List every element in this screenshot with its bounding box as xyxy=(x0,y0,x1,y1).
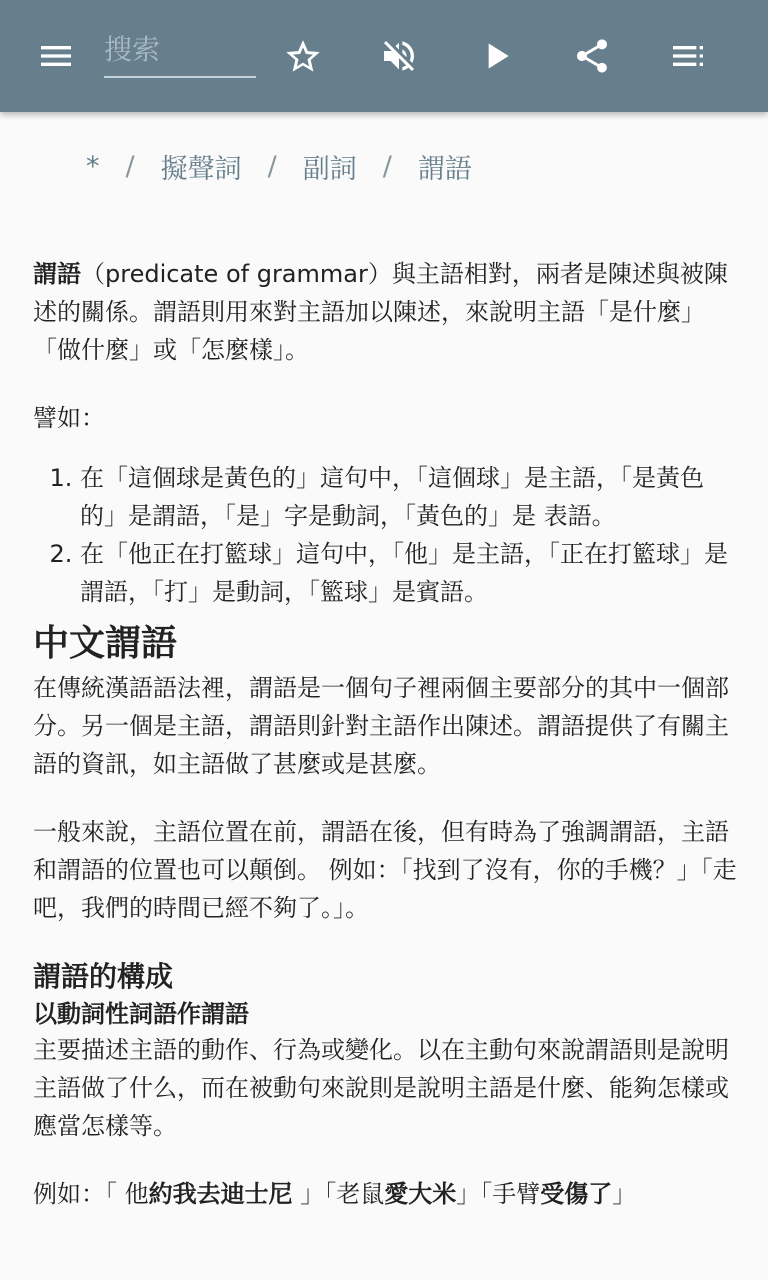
search-input[interactable] xyxy=(104,22,256,78)
section-paragraph: 一般來說，主語位置在前，謂語在後，但有時為了強調謂語，主語和謂語的位置也可以顛倒。 例如：「找到了沒有，你的手機？」「走吧，我們的時間已經不夠了。」。 xyxy=(33,818,737,922)
example-list xyxy=(33,459,738,611)
examples-line xyxy=(33,1175,738,1213)
play-button[interactable] xyxy=(465,24,529,88)
example-predicate: 受傷了 xyxy=(540,1180,613,1208)
example-text: 」 xyxy=(292,1180,325,1208)
breadcrumb-separator: / xyxy=(125,150,135,182)
breadcrumb xyxy=(0,140,768,192)
play-icon xyxy=(477,36,517,76)
search-box[interactable] xyxy=(104,22,256,82)
example-text: 」 xyxy=(456,1180,481,1208)
list-icon xyxy=(668,36,708,76)
breadcrumb-item[interactable]: 擬聲詞 xyxy=(160,153,242,185)
star-outline-icon xyxy=(283,36,323,76)
example-label: 譬如： xyxy=(33,404,105,432)
breadcrumb-item[interactable]: 副詞 xyxy=(302,153,357,185)
mute-button[interactable] xyxy=(367,24,431,88)
example-predicate: 愛大米 xyxy=(384,1180,457,1208)
bookmark-button[interactable] xyxy=(271,24,335,88)
app-toolbar xyxy=(0,0,768,112)
example-text: 」 xyxy=(612,1180,637,1208)
subsection-heading: 謂語的構成 xyxy=(33,960,174,993)
section-paragraph: 在傳統漢語語法裡，謂語是一個句子裡兩個主要部分的其中一個部分。另一個是主語，謂語則針對主語作出陳述。謂語提供了有關主語的資訊，如主語做了甚麼或是甚麼。 xyxy=(33,674,729,778)
subsubsection-heading: 以動詞性詞語作謂語 xyxy=(33,1000,249,1028)
share-icon xyxy=(572,36,612,76)
intro-paragraph xyxy=(33,255,738,369)
example-text: 「手臂 xyxy=(480,1180,541,1208)
table-of-contents-button[interactable] xyxy=(656,24,720,88)
example-predicate: 約我去迪士尼 xyxy=(148,1180,293,1208)
menu-button[interactable] xyxy=(24,24,88,88)
example-text: 「老鼠 xyxy=(324,1180,385,1208)
breadcrumb-separator: / xyxy=(382,150,392,182)
examples-label: 例如： xyxy=(33,1180,105,1208)
menu-icon xyxy=(36,36,76,76)
intro-term: 謂語 xyxy=(33,260,81,288)
list-item: 2. 在「他正在打籃球」這句中，「他」是主語，「正在打籃球」是謂語，「打」是動詞，「籃球」是賓語。 xyxy=(80,535,738,611)
example-text: 「 他 xyxy=(105,1180,149,1208)
subsection-paragraph: 主要描述主語的動作、行為或變化。以在主動句來說謂語則是說明主語做了什么，而在被動句來說則是說明主語是什麼、能夠怎樣或應當怎樣等。 xyxy=(33,1036,729,1140)
breadcrumb-separator: / xyxy=(267,150,277,182)
share-button[interactable] xyxy=(560,24,624,88)
volume-off-icon xyxy=(379,36,419,76)
breadcrumb-item-current[interactable]: 謂語 xyxy=(417,153,472,185)
section-heading: 中文謂語 xyxy=(33,623,178,664)
breadcrumb-root[interactable]: * xyxy=(86,150,100,182)
intro-text: （predicate of grammar）與主語相對，兩者是陳述與被陳述的關係。謂語則用來對主語加以陳述，來說明主語「是什麼」「做什麼」或「怎麼樣」。 xyxy=(33,260,728,364)
article-body xyxy=(33,255,738,1213)
list-item: 1. 在「這個球是黃色的」這句中，「這個球」是主語，「是黃色的」是謂語，「是」字是動詞，「黃色的」是 表語。 xyxy=(80,459,738,535)
